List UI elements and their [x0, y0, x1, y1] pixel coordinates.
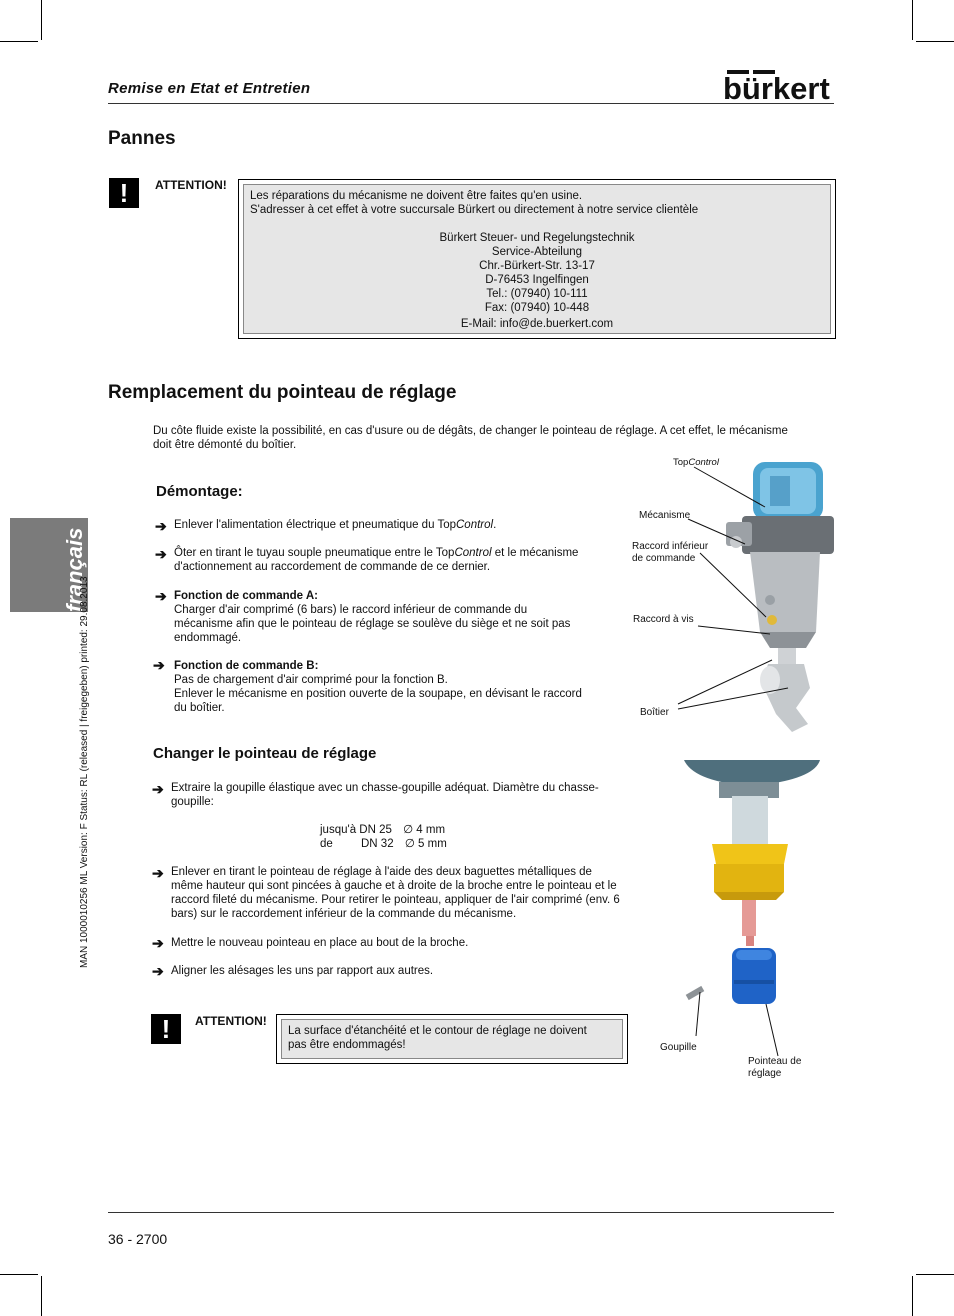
attention-line: Les réparations du mécanisme ne doivent être faites qu'en usine.	[250, 190, 583, 202]
attention-label: ATTENTION!	[155, 178, 227, 192]
arrow-icon: ➔	[152, 865, 164, 881]
change-step-3: Mettre le nouveau pointeau en place au bout de la broche.	[171, 937, 469, 949]
label-boitier: Boîtier	[640, 707, 669, 718]
arrow-icon: ➔	[152, 781, 164, 797]
arrow-icon: ➔	[152, 963, 164, 979]
pannes-heading: Pannes	[108, 128, 176, 149]
change-step-1	[171, 781, 641, 809]
label-text: Top	[673, 457, 689, 468]
crop-mark	[912, 0, 913, 40]
dn-value: ∅ 5 mm	[404, 838, 447, 850]
address-email: E-Mail: info@de.buerkert.com	[460, 318, 614, 330]
arrow-icon: ➔	[155, 518, 167, 534]
step-title: Fonction de commande A:	[174, 590, 318, 602]
language-label: français	[62, 527, 87, 612]
attention-line: S'adresser à cet effet à votre succursale Bürkert ou directement à notre service clientèle	[250, 204, 699, 216]
label-text: Control	[688, 457, 719, 468]
attention-line: pas être endommagés!	[288, 1039, 406, 1051]
footer-rule	[108, 1212, 834, 1213]
step-text: Control	[454, 547, 492, 559]
step-text: goupille:	[171, 796, 214, 808]
intro-line: doit être démonté du boîtier.	[153, 439, 297, 451]
change-step-2	[171, 865, 651, 921]
crop-mark	[0, 1274, 38, 1275]
step-title: Fonction de commande B:	[174, 660, 319, 672]
crop-mark	[0, 41, 38, 42]
step-text: Ôter en tirant le tuyau souple pneumatique entre le Top	[174, 547, 455, 559]
brand-wordmark: bürkert	[723, 71, 830, 104]
intro-paragraph	[153, 424, 843, 452]
step-text: mécanisme afin que le pointeau de réglage se soulève du siège et ne soit pas	[174, 618, 571, 630]
crop-mark	[916, 1274, 954, 1275]
valve-figure	[620, 452, 835, 734]
demontage-heading: Démontage:	[156, 483, 243, 500]
attention-line: La surface d'étanchéité et le contour de réglage ne doivent	[288, 1025, 587, 1037]
step-text: bars) sur le raccordement inférieur de la commande du mécanisme.	[171, 908, 517, 920]
crop-mark	[41, 1276, 42, 1316]
dn-label: de	[320, 838, 333, 850]
label-text: Raccord inférieur	[632, 541, 709, 552]
change-step-4: Aligner les alésages les uns par rapport aux autres.	[171, 965, 434, 977]
step-3	[174, 589, 614, 645]
burkert-logo	[723, 68, 835, 104]
arrow-icon: ➔	[152, 935, 164, 951]
dn-label: jusqu'à DN 25	[320, 824, 392, 836]
step-text: raccord fileté du mécanisme. Pour retirer le pointeau, appliquer de l'air comprimé (env. 6	[171, 894, 620, 906]
label-topcontrol	[673, 457, 719, 469]
step-4	[174, 659, 614, 715]
warning-icon: !	[109, 178, 139, 208]
section-title: Remise en Etat et Entretien	[108, 80, 311, 97]
label-raccord-vis: Raccord à vis	[633, 614, 694, 625]
label-mecanisme: Mécanisme	[639, 510, 691, 521]
step-text: d'actionnement au raccordement de commande de ce dernier.	[174, 561, 491, 573]
label-text: de commande	[632, 553, 696, 564]
needle-figure	[684, 760, 824, 1090]
dn-value: ∅ 4 mm	[403, 824, 446, 836]
arrow-icon: ➔	[155, 546, 167, 562]
address-company: Bürkert Steuer- und Regelungstechnik	[439, 232, 635, 244]
arrow-icon: ➔	[153, 657, 165, 673]
remplacement-heading: Remplacement du pointeau de réglage	[108, 382, 457, 403]
diameter-row-2	[320, 837, 447, 851]
label-goupille: Goupille	[660, 1042, 697, 1053]
attention-box	[238, 179, 836, 339]
step-text: Enlever en tirant le pointeau de réglage à l'aide des deux baguettes métalliques de	[171, 866, 592, 878]
intro-line: Du côte fluide existe la possibilité, en cas d'usure ou de dégâts, de changer le pointeau de réglage. A cet effet, le mécanisme	[153, 425, 788, 437]
step-text: Extraire la goupille élastique avec un chasse-goupille adéquat. Diamètre du chasse-	[171, 782, 599, 794]
label-pointeau	[748, 1056, 801, 1080]
crop-mark	[916, 41, 954, 42]
address-street: Chr.-Bürkert-Str. 13-17	[479, 260, 595, 272]
step-text: et le mécanisme	[491, 547, 579, 559]
step-text: Enlever le mécanisme en position ouverte de la soupape, en dévisant le raccord	[174, 688, 582, 700]
dn-label: DN 32	[361, 838, 394, 850]
step-2	[174, 546, 614, 574]
address-fax: Fax: (07940) 10-448	[484, 302, 590, 314]
label-raccord-inferieur	[632, 541, 708, 565]
document-info: MAN 1000010256 ML Version: F Status: RL (released | freigegeben) printed: 29.08.2013	[79, 576, 90, 968]
step-1	[174, 518, 496, 532]
crop-mark	[912, 1276, 913, 1316]
step-text: même hauteur qui sont pincées à gauche et à droite de la broche entre le pointeau et le	[171, 880, 617, 892]
address-city: D-76453 Ingelfingen	[485, 274, 589, 286]
attention-box	[276, 1014, 628, 1064]
changer-heading: Changer le pointeau de réglage	[153, 745, 377, 762]
crop-mark	[41, 0, 42, 40]
step-text: Enlever l'alimentation électrique et pneumatique du Top	[174, 519, 456, 531]
step-text: endommagé.	[174, 632, 242, 644]
address-tel: Tel.: (07940) 10-111	[486, 288, 588, 300]
step-text: du boîtier.	[174, 702, 225, 714]
diameter-row-1	[320, 823, 445, 837]
label-text: Pointeau de	[748, 1056, 802, 1067]
address-dept: Service-Abteilung	[491, 246, 583, 258]
attention-label: ATTENTION!	[195, 1014, 267, 1028]
step-text: .	[493, 519, 497, 531]
step-text: Pas de chargement d'air comprimé pour la fonction B.	[174, 674, 448, 686]
arrow-icon: ➔	[155, 588, 167, 604]
warning-icon: !	[151, 1014, 181, 1044]
step-text: Control	[456, 519, 494, 531]
step-text: Charger d'air comprimé (6 bars) le raccord inférieur de commande du	[174, 604, 528, 616]
label-text: réglage	[748, 1068, 782, 1079]
page-number: 36 - 2700	[108, 1231, 168, 1247]
